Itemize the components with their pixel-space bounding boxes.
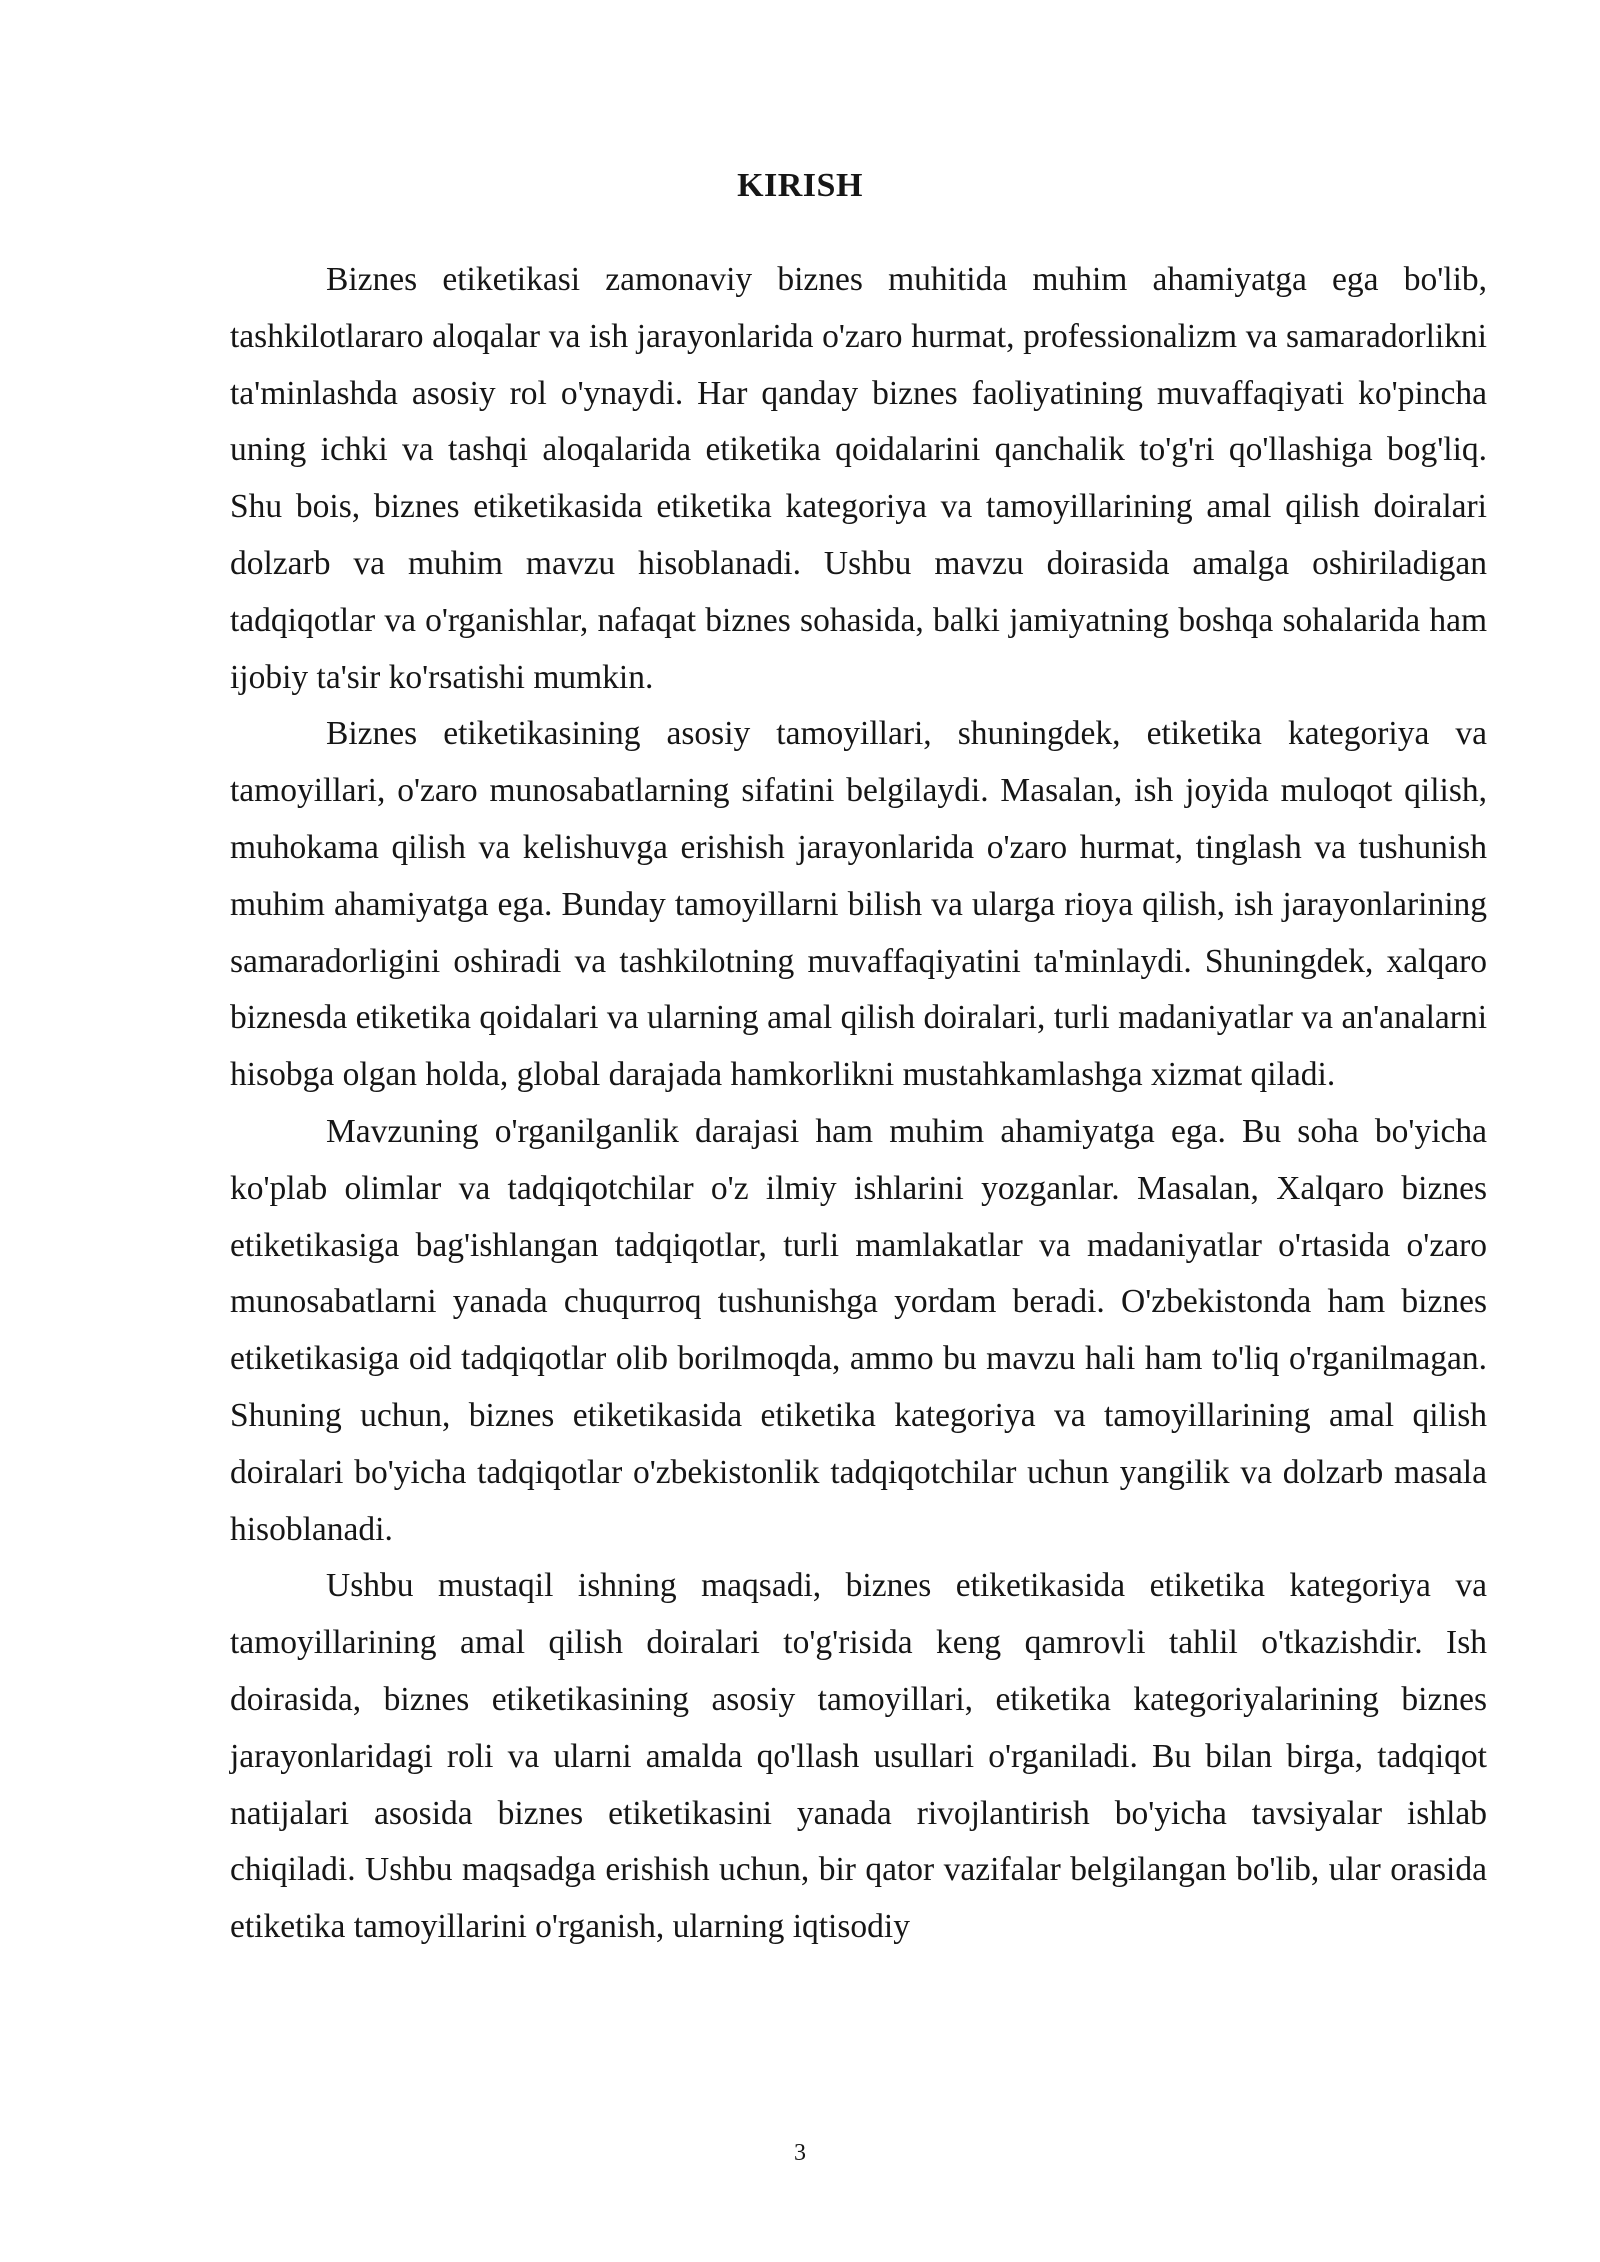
document-body — [230, 252, 1487, 1956]
paragraph: Biznes etiketikasining asosiy tamoyillari, shuningdek, etiketika kategoriya va tamoyillari, o'zaro munosabatlarning sifatini belgilaydi. Masalan, ish joyida muloqot qilish, muhokama qilish va kelishuvga erishish jarayonlarida o'zaro hurmat, tinglash va tushunish muhim ahamiyatga ega. Bunday tamoyillarni bilish va ularga rioya qilish, ish jarayonlarining samaradorligini oshiradi va tashkilotning muvaffaqiyatini ta'minlaydi. Shuningdek, xalqaro biznesda etiketika qoidalari va ularning amal qilish doiralari, turli madaniyatlar va an'analarni hisobga olgan holda, global darajada hamkorlikni mustahkamlashga xizmat qiladi. — [230, 715, 1487, 1094]
paragraph: Mavzuning o'rganilganlik darajasi ham muhim ahamiyatga ega. Bu soha bo'yicha ko'plab olimlar va tadqiqotchilar o'z ilmiy ishlarini yozganlar. Masalan, Xalqaro biznes etiketikasiga bag'ishlangan tadqiqotlar, turli mamlakatlar va madaniyatlar o'rtasida o'zaro munosabatlarni yanada chuqurroq tushunishga yordam beradi. O'zbekistonda ham biznes etiketikasiga oid tadqiqotlar olib borilmoqda, ammo bu mavzu hali ham to'liq o'rganilmagan. Shuning uchun, biznes etiketikasida etiketika kategoriya va tamoyillarining amal qilish doiralari bo'yicha tadqiqotlar o'zbekistonlik tadqiqotchilar uchun yangilik va dolzarb masala hisoblanadi. — [230, 1112, 1487, 1548]
page-title: KIRISH — [737, 167, 863, 204]
paragraph: Biznes etiketikasi zamonaviy biznes muhitida muhim ahamiyatga ega bo'lib, tashkilotlararo aloqalar va ish jarayonlarida o'zaro hurmat, professionalizm va samaradorlikni ta'minlashda asosiy rol o'ynaydi. Har qanday biznes faoliyatining muvaffaqiyati ko'pincha uning ichki va tashqi aloqalarida etiketika qoidalarini qanchalik to'g'ri qo'llashiga bog'liq. Shu bois, biznes etiketikasida etiketika kategoriya va tamoyillarining amal qilish doiralari dolzarb va muhim mavzu hisoblanadi. Ushbu mavzu doirasida amalga oshiriladigan tadqiqotlar va o'rganishlar, nafaqat biznes sohasida, balki jamiyatning boshqa sohalarida ham ijobiy ta'sir ko'rsatishi mumkin. — [230, 261, 1487, 696]
paragraph: Ushbu mustaqil ishning maqsadi, biznes etiketikasida etiketika kategoriya va tamoyillarining amal qilish doiralari to'g'risida keng qamrovli tahlil o'tkazishdir. Ish doirasida, biznes etiketikasining asosiy tamoyillari, etiketika kategoriyalarining biznes jarayonlaridagi roli va ularni amalda qo'llash usullari o'rganiladi. Bu bilan birga, tadqiqot natijalari asosida biznes etiketikasini yanada rivojlantirish bo'yicha tavsiyalar ishlab chiqiladi. Ushbu maqsadga erishish uchun, bir qator vazifalar belgilangan bo'lib, ular orasida etiketika tamoyillarini o'rganish, ularning iqtisodiy — [230, 1567, 1487, 1946]
page-number: 3 — [794, 2140, 806, 2166]
